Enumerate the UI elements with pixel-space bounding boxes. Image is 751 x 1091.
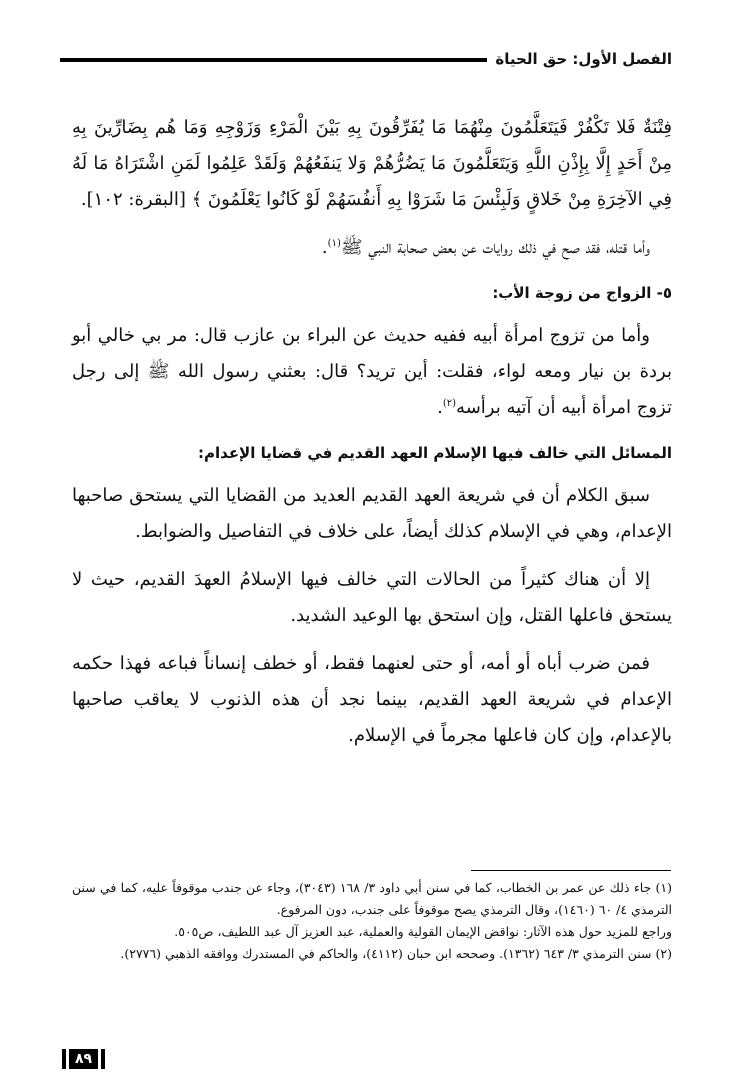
- paragraph-marriage-text: وأما من تزوج امرأة أبيه ففيه حديث عن البراء بن عازب قال: مر بي خالي أبو بردة بن نيار ومعه لواء، فقلت: أين تريد؟ قال: بعثني رسول الله ﷺ إلى رجل تزوج امرأة أبيه أن آتيه برأسه: [72, 325, 672, 418]
- paragraph-examples: فمن ضرب أباه أو أمه، أو حتى لعنهما فقط، أو خطف إنساناً فباعه فهذا حكمه الإعدام في شريعة العهد القديم، بينما نجد أن هذه الذنوب لا يعاقب صاحبها بالإعدام، وإن كان فاعلها مجرماً في الإسلام.: [72, 653, 672, 746]
- footnote-ref-1[interactable]: (١): [327, 238, 341, 249]
- header-rule: [60, 58, 487, 62]
- footnote-separator: [471, 870, 671, 871]
- paragraph-killing: [72, 230, 672, 266]
- section-heading-differences: المسائل التي خالف فيها الإسلام العهد القديم في قضايا الإعدام:: [198, 444, 672, 462]
- page-number-bar-left: [62, 1049, 66, 1069]
- footnote-2: (٢) سنن الترمذي ٣/ ٦٤٣ (١٣٦٢). وصححه ابن حبان (٤١١٢)، والحاكم في المستدرك ووافقه الذهبي (٢٧٧٦).: [120, 946, 672, 961]
- footnote-1-continued: وراجع للمزيد حول هذه الآثار: نواقض الإيمان القولية والعملية، عبد العزيز آل عبد اللطيف، ص٥٠٥.: [174, 924, 672, 939]
- footnotes: [72, 877, 672, 965]
- paragraph-old-testament: سبق الكلام أن في شريعة العهد القديم العديد من القضايا التي يستحق صاحبها الإعدام، وهي في الإسلام كذلك أيضاً، على خلاف في التفاصيل والضوابط.: [72, 485, 672, 542]
- page-number-bar-right: [101, 1049, 105, 1069]
- main-text: [72, 110, 672, 766]
- page-number: ٨٩: [69, 1049, 98, 1069]
- section-heading-marriage: ٥- الزواج من زوجة الأب:: [492, 284, 672, 302]
- chapter-title: الفصل الأول: حق الحياة: [495, 50, 672, 68]
- page-number-block: [62, 1048, 105, 1070]
- paragraph-marriage: [72, 318, 672, 426]
- quran-verse: فِتْنَةٌ فَلا تَكْفُرْ فَيَتَعَلَّمُونَ مِنْهُمَا مَا يُفَرِّقُونَ بِهِ بَيْنَ الْمَرْءِ وَزَوْجِهِ وَمَا هُم بِضَارِّينَ بِهِ مِنْ أَحَدٍ إِلَّا بِإِذْنِ اللَّهِ وَيَتَعَلَّمُونَ مَا يَضُرُّهُمْ وَلا يَنفَعُهُمْ وَلَقَدْ عَلِمُوا لَمَنِ اشْتَرَاهُ مَا لَهُ فِي الآخِرَةِ مِنْ خَلاقٍ وَلَبِئْسَ مَا شَرَوْا بِهِ أَنفُسَهُمْ لَوْ كَانُوا يَعْلَمُونَ ﴾ [البقرة: ١٠٢].: [72, 117, 673, 210]
- paragraph-killing-end: .: [321, 237, 328, 258]
- paragraph-killing-text: وأما قتله، فقد صح في ذلك روايات عن بعض صحابة النبي ﷺ: [340, 237, 650, 258]
- paragraph-exceptions: إلا أن هناك كثيراً من الحالات التي خالف فيها الإسلامُ العهدَ القديم، حيث لا يستحق فاعلها القتل، وإن استحق بها الوعيد الشديد.: [72, 569, 672, 626]
- paragraph-marriage-end: .: [437, 397, 443, 418]
- running-header: [60, 44, 672, 74]
- footnote-ref-2[interactable]: (٢): [442, 398, 457, 409]
- footnote-1: (١) جاء ذلك عن عمر بن الخطاب، كما في سنن أبي داود ٣/ ١٦٨ (٣٠٤٣)، وجاء عن جندب موقوفاً عليه، كما في سنن الترمذي ٤/ ٦٠ (١٤٦٠)، وقال الترمذي يصح موقوفاً على جندب، دون المرفوع.: [72, 880, 672, 917]
